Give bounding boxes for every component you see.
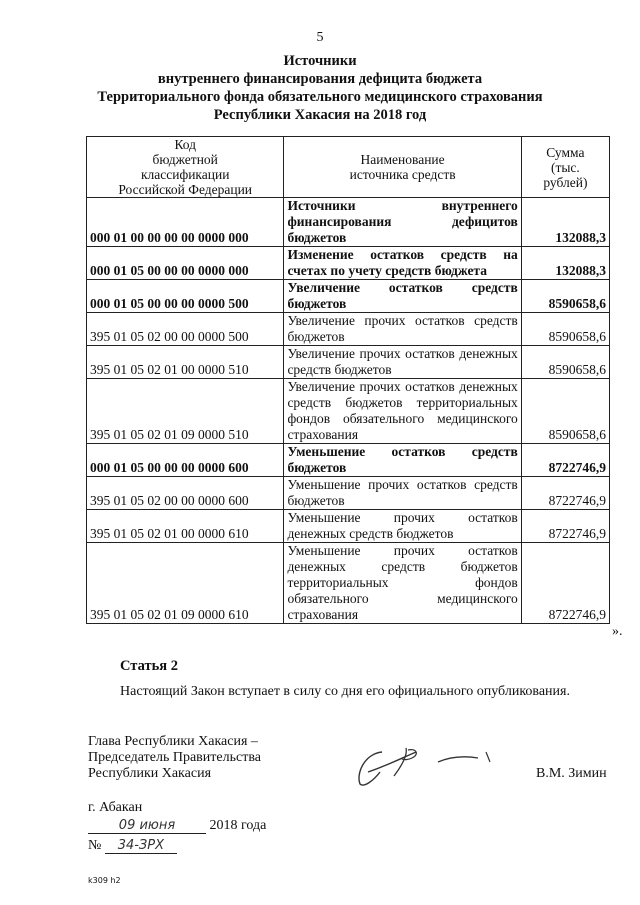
signer-name: В.М. Зимин [536, 766, 607, 781]
row-code: 000 01 05 00 00 00 0000 500 [87, 280, 284, 313]
row-name: Увеличение прочих остатков денежных средств бюджетов территориальных фондов обязательного медицинского страхования [284, 379, 521, 444]
row-code: 000 01 05 00 00 00 0000 600 [87, 444, 284, 477]
row-code: 395 01 05 02 01 09 0000 510 [87, 379, 284, 444]
row-sum: 8722746,9 [521, 510, 609, 543]
place: г. Абакан [88, 800, 143, 815]
date-line [88, 818, 266, 834]
row-name: Увеличение прочих остатков средств бюджетов [284, 313, 521, 346]
law-number-line [88, 838, 177, 854]
row-sum: 132088,3 [521, 198, 609, 247]
table-row [87, 444, 610, 477]
row-code: 395 01 05 02 01 09 0000 610 [87, 543, 284, 624]
table-row [87, 477, 610, 510]
row-name: Уменьшение прочих остатков денежных средств бюджетов [284, 510, 521, 543]
row-code: 395 01 05 02 00 00 0000 500 [87, 313, 284, 346]
table-row [87, 379, 610, 444]
handwritten-date: 09 июня [88, 818, 206, 834]
sources-table [86, 136, 610, 624]
row-code: 395 01 05 02 01 00 0000 610 [87, 510, 284, 543]
row-sum: 8722746,9 [521, 444, 609, 477]
row-code: 395 01 05 02 01 00 0000 510 [87, 346, 284, 379]
row-name: Изменение остатков средств на счетах по учету средств бюджета [284, 247, 521, 280]
table-header-row [87, 137, 610, 198]
table-row [87, 510, 610, 543]
article-title: Статья 2 [120, 658, 178, 674]
row-code: 000 01 05 00 00 00 0000 000 [87, 247, 284, 280]
title-line: внутреннего финансирования дефицита бюджета [157, 71, 483, 87]
signatory-position: Глава Республики Хакасия – Председатель Правительства Республики Хакасия [88, 734, 261, 781]
row-sum: 8590658,6 [521, 346, 609, 379]
row-name: Источники внутреннего финансирования дефицитов бюджетов [284, 198, 521, 247]
document-code: k309 h2 [88, 876, 121, 885]
header-name: Наименование источника средств [284, 137, 521, 198]
row-sum: 8722746,9 [521, 543, 609, 624]
row-name: Уменьшение остатков средств бюджетов [284, 444, 521, 477]
row-code: 395 01 05 02 00 00 0000 600 [87, 477, 284, 510]
table-row [87, 198, 610, 247]
row-name: Увеличение остатков средств бюджетов [284, 280, 521, 313]
row-sum: 132088,3 [521, 247, 609, 280]
header-code: Код бюджетной классификации Российской Федерации [87, 137, 284, 198]
row-sum: 8590658,6 [521, 313, 609, 346]
row-code: 000 01 00 00 00 00 0000 000 [87, 198, 284, 247]
closing-quote: ». [612, 624, 623, 639]
row-name: Уменьшение прочих остатков денежных средств бюджетов территориальных фондов обязательного медицинского страхования [284, 543, 521, 624]
table-row [87, 543, 610, 624]
page-number: 5 [316, 30, 324, 45]
article-text: Настоящий Закон вступает в силу со дня его официального опубликования. [120, 684, 570, 699]
header-sum: Сумма (тыс. рублей) [521, 137, 609, 198]
date-year: 2018 года [209, 818, 267, 833]
table-row [87, 280, 610, 313]
table-row [87, 247, 610, 280]
title-line: Территориального фонда обязательного медицинского страхования [97, 89, 543, 105]
title-line: Республики Хакасия на 2018 год [213, 107, 427, 123]
row-sum: 8590658,6 [521, 280, 609, 313]
handwritten-signature [350, 742, 500, 790]
row-name: Увеличение прочих остатков денежных средств бюджетов [284, 346, 521, 379]
row-name: Уменьшение прочих остатков средств бюджетов [284, 477, 521, 510]
number-prefix: № [88, 838, 102, 853]
row-sum: 8722746,9 [521, 477, 609, 510]
table-row [87, 313, 610, 346]
table-body [87, 198, 610, 624]
document-title [0, 52, 640, 124]
handwritten-number: 34-ЗРХ [105, 838, 177, 854]
row-sum: 8590658,6 [521, 379, 609, 444]
table-row [87, 346, 610, 379]
title-line: Источники [283, 53, 357, 69]
